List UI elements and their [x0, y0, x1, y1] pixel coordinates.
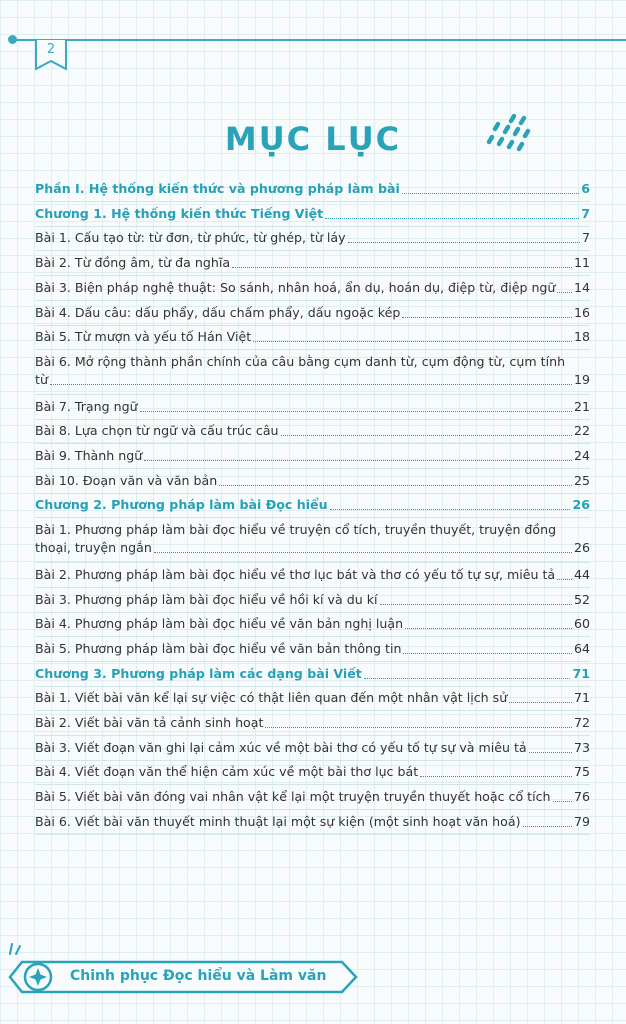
toc-entry: [35, 229, 590, 247]
toc-leader-dots: [281, 435, 572, 436]
toc-leader-dots: [557, 292, 572, 293]
toc-leader-dots: [402, 317, 572, 318]
toc-leader-dots: [529, 752, 572, 753]
toc-entry: [35, 279, 590, 297]
toc-row-divider: [35, 517, 590, 518]
toc-entry-text: Bài 5. Từ mượn và yếu tố Hán Việt: [35, 329, 252, 345]
toc-section-heading: [35, 205, 590, 223]
toc-section-heading: [35, 665, 590, 683]
toc-leader-dots: [265, 727, 572, 728]
toc-leader-dots: [405, 628, 572, 629]
toc-entry: [35, 714, 590, 732]
toc-entry-text: Bài 10. Đoạn văn và văn bản: [35, 472, 218, 488]
toc-page-number: 7: [581, 205, 590, 221]
toc-entry-text: Bài 2. Từ đồng âm, từ đa nghĩa: [35, 255, 231, 271]
toc-entry-text: Bài 8. Lựa chọn từ ngữ và cấu trúc câu: [35, 423, 279, 439]
toc-entry-text: Chương 2. Phương pháp làm bài Đọc hiểu: [35, 497, 328, 513]
toc-row-divider: [35, 686, 590, 687]
toc-row-divider: [35, 661, 590, 662]
toc-leader-dots: [140, 411, 572, 412]
toc-entry-text: Bài 5. Phương pháp làm bài đọc hiểu về văn bản thông tin: [35, 640, 402, 656]
toc-page-number: 72: [573, 715, 590, 730]
toc-row-divider: [35, 468, 590, 469]
toc-entry-text: Bài 9. Thành ngữ: [35, 448, 143, 463]
toc-entry: [35, 739, 590, 757]
toc-page-number: 7: [581, 230, 590, 246]
toc-row-divider: [35, 587, 590, 588]
toc-section-heading: [35, 180, 590, 198]
toc-leader-dots: [253, 341, 572, 342]
toc-entry-text: Bài 2. Viết bài văn tả cảnh sinh hoạt: [35, 715, 264, 730]
toc-row-divider: [35, 300, 590, 301]
toc-entry-text: Bài 4. Viết đoạn văn thể hiện cảm xúc về một bài thơ lục bát: [35, 764, 419, 780]
toc-entry-text: Bài 3. Biện pháp nghệ thuật: So sánh, nhân hoá, ẩn dụ, hoán dụ, điệp từ, điệp ngữ: [35, 279, 556, 295]
toc-page-number: 60: [573, 616, 590, 632]
toc-page-number: 22: [573, 423, 590, 439]
toc-entry: [35, 422, 590, 440]
header-dot: [8, 35, 17, 44]
toc-leader-dots: [420, 776, 572, 777]
toc-row-divider: [35, 612, 590, 613]
toc-entry: [35, 615, 590, 633]
toc-page-number: 11: [573, 255, 590, 271]
toc-page-number: 64: [573, 640, 590, 656]
toc-entry: [35, 472, 590, 490]
toc-leader-dots: [219, 485, 572, 486]
toc-entry: [35, 640, 590, 658]
toc-page-number: 44: [573, 566, 590, 582]
toc-leader-dots: [348, 242, 580, 243]
footer-title: Chinh phục Đọc hiểu và Làm văn: [70, 968, 327, 984]
toc-row-divider: [35, 250, 590, 251]
toc-page-number: 26: [573, 540, 590, 556]
toc-page-number: 79: [573, 813, 590, 829]
toc-entry-text: Bài 4. Phương pháp làm bài đọc hiểu về văn bản nghị luận: [35, 616, 404, 632]
toc-page-number: 16: [573, 304, 590, 320]
toc-entry-text: Bài 3. Phương pháp làm bài đọc hiểu về hồi kí và du kí: [35, 591, 378, 607]
toc-leader-dots: [523, 826, 572, 827]
page-title: MỤC LỤC: [224, 120, 402, 158]
toc-page-number: 75: [573, 764, 590, 780]
toc-page-number: 76: [573, 789, 590, 805]
toc-page-number: 71: [572, 665, 590, 681]
toc-leader-dots: [402, 193, 579, 194]
toc-row-divider: [35, 760, 590, 761]
toc-leader-dots: [509, 702, 572, 703]
toc-row-divider: [35, 419, 590, 420]
toc-entry-text: Bài 1. Phương pháp làm bài đọc hiểu về truyện cổ tích, truyền thuyết, truyện đồng: [35, 522, 557, 538]
toc-entry: [35, 591, 590, 609]
toc-leader-dots: [50, 384, 572, 385]
toc-page-number: 14: [573, 279, 590, 295]
toc-entry: [35, 353, 590, 389]
toc-entry-text: Bài 7. Trạng ngữ: [35, 398, 138, 414]
toc-page-number: 71: [573, 690, 590, 706]
toc-entry-text: Bài 3. Viết đoạn văn ghi lại cảm xúc về một bài thơ có yếu tố tự sự và miêu tả: [35, 739, 527, 755]
toc-entry-text: từ: [35, 371, 48, 387]
toc-page-number: 25: [573, 472, 590, 488]
toc-leader-dots: [557, 579, 572, 580]
toc-row-divider: [35, 710, 590, 711]
toc-row-divider: [35, 735, 590, 736]
toc-entry: [35, 763, 590, 781]
toc-leader-dots: [403, 653, 572, 654]
toc-entry-text: Bài 5. Viết bài văn đóng vai nhân vật kể lại một truyện truyền thuyết hoặc cổ tích: [35, 789, 551, 805]
toc-row-divider: [35, 325, 590, 326]
toc-entry: [35, 566, 590, 584]
toc-leader-dots: [144, 460, 572, 461]
toc-leader-dots: [330, 509, 571, 510]
toc-entry-text: Bài 1. Viết bài văn kể lại sự việc có thật liên quan đến một nhân vật lịch sử: [35, 690, 508, 706]
decorative-spark-icon: [6, 938, 26, 958]
toc-page-number: 52: [573, 591, 590, 607]
toc-page-number: 18: [573, 329, 590, 345]
toc-row-divider: [35, 226, 590, 227]
toc-page-number: 21: [573, 398, 590, 414]
toc-page-number: 19: [573, 371, 590, 387]
toc-leader-dots: [232, 267, 572, 268]
toc-row-divider: [35, 201, 590, 202]
decorative-dashes-icon: [484, 112, 534, 156]
toc-entry: [35, 254, 590, 272]
toc-entry: [35, 328, 590, 346]
toc-entry-text: Bài 2. Phương pháp làm bài đọc hiểu về thơ lục bát và thơ có yếu tố tự sự, miêu tả: [35, 566, 556, 582]
toc-entry: [35, 689, 590, 707]
toc-row-divider: [35, 562, 590, 563]
toc-leader-dots: [364, 678, 571, 679]
toc-entry-text: thoại, truyện ngắn: [35, 540, 152, 556]
toc-leader-dots: [154, 552, 572, 553]
toc-entry-text: Chương 1. Hệ thống kiến thức Tiếng Việt: [35, 205, 324, 221]
toc-page-number: 26: [572, 497, 590, 513]
page-number: 2: [46, 42, 56, 57]
toc-entry-text: Bài 1. Cấu tạo từ: từ đơn, từ phức, từ ghép, từ láy: [35, 230, 346, 246]
toc-row-divider: [35, 349, 590, 350]
toc-row-divider: [35, 834, 590, 835]
toc-entry-text: Bài 4. Dấu câu: dấu phẩy, dấu chấm phẩy, dấu ngoặc kép: [35, 304, 401, 320]
toc-entry: [35, 447, 590, 465]
toc-row-divider: [35, 275, 590, 276]
toc-page-number: 73: [573, 739, 590, 755]
toc-row-divider: [35, 493, 590, 494]
toc-page-number: 24: [573, 448, 590, 463]
toc-leader-dots: [325, 218, 579, 219]
toc-entry-text: Bài 6. Mở rộng thành phần chính của câu bằng cụm danh từ, cụm động từ, cụm tính: [35, 353, 566, 369]
toc-entry: [35, 398, 590, 416]
toc-leader-dots: [553, 801, 572, 802]
toc-entry-text: Chương 3. Phương pháp làm các dạng bài Viết: [35, 665, 362, 681]
toc-section-heading: [35, 496, 590, 514]
toc-leader-dots: [380, 604, 572, 605]
toc-entry: [35, 521, 590, 557]
toc-row-divider: [35, 809, 590, 810]
toc-row-divider: [35, 636, 590, 637]
toc-entry-text: Bài 6. Viết bài văn thuyết minh thuật lại một sự kiện (một sinh hoạt văn hoá): [35, 813, 521, 829]
toc-entry: [35, 788, 590, 806]
toc-row-divider: [35, 784, 590, 785]
header-rule: [14, 39, 626, 41]
toc-entry: [35, 813, 590, 831]
toc-page-number: 6: [581, 181, 590, 196]
toc-entry: [35, 304, 590, 322]
toc-row-divider: [35, 443, 590, 444]
toc-row-divider: [35, 394, 590, 395]
toc-entry-text: Phần I. Hệ thống kiến thức và phương pháp làm bài: [35, 181, 400, 196]
